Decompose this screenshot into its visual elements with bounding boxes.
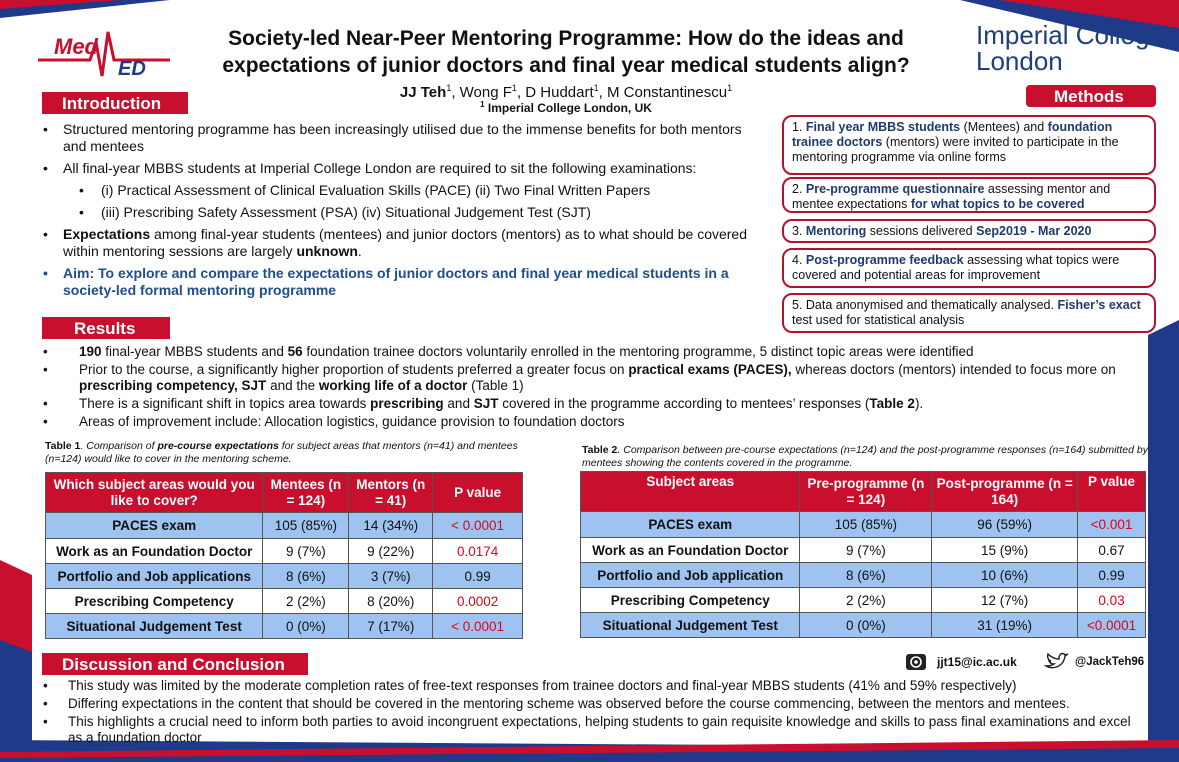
methods-heading: Methods	[1026, 85, 1156, 107]
table-row: Situational Judgement Test 0 (0%) 7 (17%) < 0.0001	[46, 614, 523, 639]
email-contact	[905, 652, 1017, 672]
twitter-bird-icon	[1043, 652, 1069, 672]
poster-title	[170, 25, 962, 79]
twitter-handle[interactable]: @JackTeh96	[1075, 656, 1145, 668]
list-item: • This study was limited by the moderate completion rates of free-text responses from trainee doctors and final-year MBBS students (41% and 59% respectively)	[43, 678, 1148, 694]
discussion-list	[43, 678, 1148, 748]
imperial-line-2: London	[976, 46, 1063, 76]
list-item: • This highlights a crucial need to inform both parties to avoid incongruent expectations, helping students to gain requisite knowledge and skills to pass final examinations and excel as a foundation doctor	[43, 714, 1148, 746]
table1-header-mentees: Mentees (n = 124)	[263, 473, 349, 513]
list-item: • (iii) Prescribing Safety Assessment (PSA) (iv) Situational Judgement Test (SJT)	[43, 204, 753, 221]
authors: JJ Teh$^1$, Wong $F^1$, D Huddart$^1$, M Constantinescu$^1$	[399, 83, 733, 101]
table2-header-pre: Pre-programme (n = 124)	[800, 472, 932, 512]
aim-statement: • Aim: To explore and compare the expectations of junior doctors and final year medical students in a society-led formal mentoring programme	[43, 265, 753, 299]
list-item: • Differing expectations in the content that should be covered in the mentoring scheme was observed before the course commencing, between the mentors and mentees.	[43, 696, 1148, 712]
email-icon	[905, 652, 927, 672]
list-item: • All final-year MBBS students at Imperial College London are required to sit the following examinations:	[43, 160, 753, 177]
logo-med: Med	[54, 34, 98, 59]
logo-ed: ED	[118, 58, 146, 80]
introduction-list	[43, 121, 753, 304]
introduction-heading: Introduction	[42, 92, 188, 114]
table-row: PACES exam 105 (85%) 14 (34%) < 0.0001	[46, 513, 523, 539]
list-item: • Expectations among final-year students (mentees) and junior doctors (mentors) as to what should be covered within mentoring sessions are largely unknown.	[43, 226, 753, 260]
list-item: • There is a significant shift in topics area towards prescribing and SJT covered in the programme according to mentees’ responses (Table 2).	[43, 396, 1153, 412]
table2	[580, 471, 1146, 638]
list-item: • Prior to the course, a significantly higher proportion of students preferred a greater focus on practical exams (PACES), whereas doctors (mentors) intended to focus more on prescribing competency, SJT and the working life of a doctor (Table 1)	[43, 362, 1153, 394]
table1	[45, 472, 523, 639]
method-step-4: 4. Post-programme feedback assessing what topics were covered and potential areas for improvement	[782, 248, 1156, 288]
table1-caption: Table 1. Comparison of pre-course expectations for subject areas that mentors (n=41) and mentees (n=124) would like to cover in the mentoring scheme.	[45, 440, 518, 465]
email-text[interactable]: jjt15@ic.ac.uk	[937, 655, 1017, 669]
table1-header-pvalue: P value	[433, 473, 523, 513]
discussion-heading: Discussion and Conclusion	[42, 653, 308, 675]
method-step-2: 2. Pre-programme questionnaire assessing mentor and mentee expectations for what topics to be covered	[782, 177, 1156, 213]
method-step-3: 3. Mentoring sessions delivered Sep2019 - Mar 2020	[782, 219, 1156, 243]
list-item: • (i) Practical Assessment of Clinical Evaluation Skills (PACE) (ii) Two Final Written Papers	[43, 182, 753, 199]
method-step-5: 5. Data anonymised and thematically analysed. Fisher’s exact test used for statistical analysis	[782, 293, 1156, 333]
list-item: • Areas of improvement include: Allocation logistics, guidance provision to foundation doctors	[43, 414, 1153, 430]
table1-header-subject: Which subject areas would you like to cover?	[46, 473, 263, 513]
table-row: PACES exam 105 (85%) 96 (59%) <0.001	[581, 512, 1146, 538]
method-step-1: 1. Final year MBBS students (Mentees) and foundation trainee doctors (mentors) were invited to participate in the mentoring programme via online forms	[782, 115, 1156, 175]
imperial-college-logo	[976, 22, 1164, 74]
results-list	[43, 344, 1153, 432]
table2-caption: Table 2. Comparison between pre-course expectations (n=124) and the post-programme responses (n=164) submitted by mentees showing the contents covered in the programme.	[582, 444, 1148, 469]
table2-header-pvalue: P value	[1078, 472, 1146, 512]
table2-header-post: Post-programme (n = 164)	[932, 472, 1078, 512]
table-row: Work as an Foundation Doctor 9 (7%) 15 (9%) 0.67	[581, 538, 1146, 563]
results-heading: Results	[42, 317, 170, 339]
meded-logo	[38, 24, 170, 84]
table-row: Situational Judgement Test 0 (0%) 31 (19%) <0.0001	[581, 613, 1146, 638]
table-row: Prescribing Competency 2 (2%) 12 (7%) 0.03	[581, 588, 1146, 613]
list-item: • 190 final-year MBBS students and 56 foundation trainee doctors voluntarily enrolled in the mentoring programme, 5 distinct topic areas were identified	[43, 344, 1153, 360]
affiliation: $^1$ Imperial College London, UK	[480, 100, 652, 115]
table-row: Prescribing Competency 2 (2%) 8 (20%) 0.0002	[46, 589, 523, 614]
table-row: Portfolio and Job applications 8 (6%) 3 (7%) 0.99	[46, 564, 523, 589]
table1-header-mentors: Mentors (n = 41)	[349, 473, 433, 513]
title-line-1: Society-led Near-Peer Mentoring Programme: How do the ideas and	[228, 27, 904, 50]
list-item: • Structured mentoring programme has been increasingly utilised due to the immense benefits for both mentors and mentees	[43, 121, 753, 155]
imperial-line-1: Imperial College	[976, 20, 1164, 50]
table2-header-subject: Subject areas	[581, 472, 800, 512]
table-row: Portfolio and Job application 8 (6%) 10 (6%) 0.99	[581, 563, 1146, 588]
table-row: Work as an Foundation Doctor 9 (7%) 9 (22%) 0.0174	[46, 539, 523, 564]
title-line-2: expectations of junior doctors and final year medical students align?	[222, 54, 910, 77]
twitter-contact	[1043, 652, 1144, 672]
